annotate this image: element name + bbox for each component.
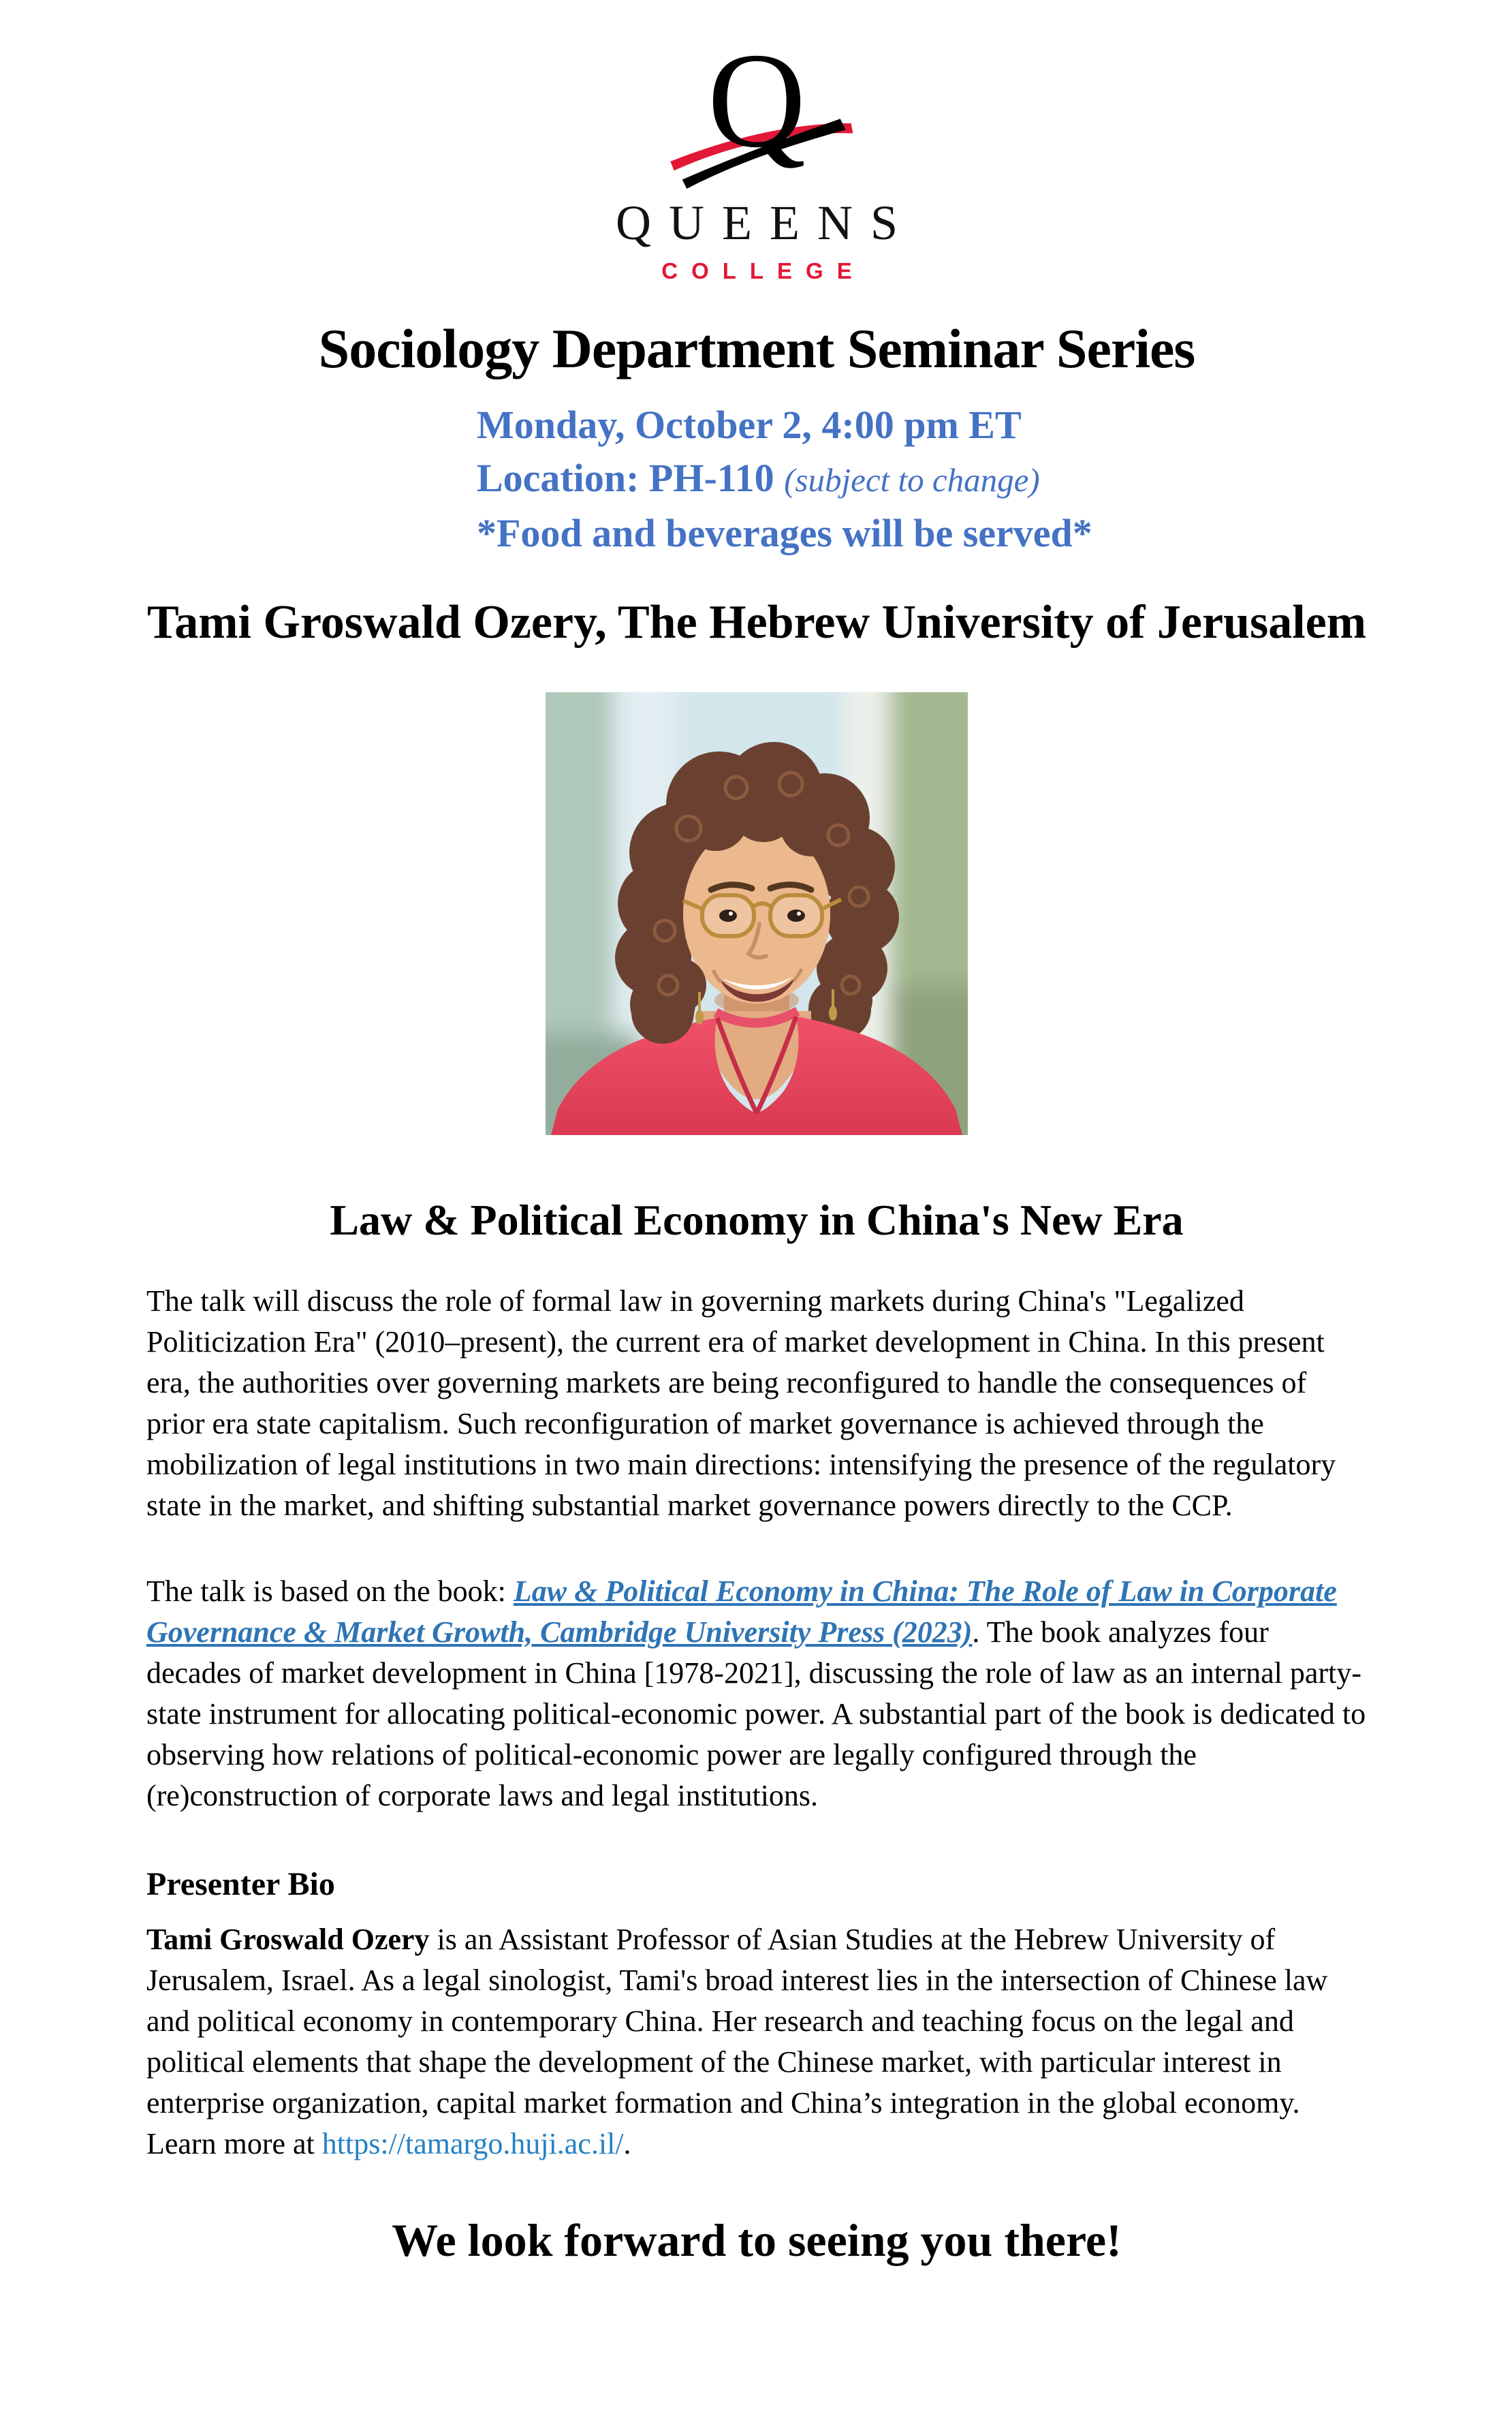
- talk-title: Law & Political Economy in China's New Era: [330, 1196, 1184, 1244]
- event-details: [477, 399, 1367, 560]
- bio-suffix-text: .: [623, 2127, 631, 2160]
- svg-text:Q: Q: [707, 25, 806, 176]
- speaker-line: Tami Groswald Ozery, The Hebrew University of Jerusalem: [146, 596, 1367, 649]
- q-swoosh-logo-icon: [648, 23, 866, 193]
- presenter-bio-heading: Presenter Bio: [146, 1866, 335, 1902]
- presenter-website-link[interactable]: https://tamargo.huji.ac.il/: [321, 2127, 624, 2160]
- page-title: Sociology Department Seminar Series: [318, 317, 1195, 379]
- speaker-photo: [546, 692, 968, 1135]
- book-prefix-text: The talk is based on the book:: [146, 1574, 514, 1608]
- logo-wordmark-college: COLLEGE: [661, 258, 866, 283]
- queens-college-logo: [146, 23, 1367, 284]
- presenter-bio-text: [146, 1919, 1369, 2165]
- presenter-name: Tami Groswald Ozery: [146, 1923, 430, 1956]
- portrait-image: [546, 692, 968, 1135]
- book-suffix-text: . The book analyzes four decades of market development in China [1978-2021], discussing the role of law as an internal party-state instrument for allocating political-economic power. A substantial part of the book is dedicated to observing how relations of political-economic power are legally configured through the (re)construction of corporate laws and legal institutions.: [146, 1615, 1366, 1812]
- talk-abstract: The talk will discuss the role of formal law in governing markets during China's "Legalized Politicization Era" (2010–present), the current era of market development in China. In this present era, the authorities over governing markets are being reconfigured to handle the consequences of prior era state capitalism. Such reconfiguration of market governance is achieved through the mobilization of legal institutions in two main directions: intensifying the presence of the regulatory state in the market, and shifting substantial market governance powers directly to the CCP.: [146, 1284, 1336, 1522]
- book-paragraph: [146, 1571, 1369, 1816]
- logo-wordmark-queens: QUEENS: [616, 196, 915, 250]
- event-location-label: Location: PH-110: [477, 456, 774, 500]
- bio-body-text: is an Assistant Professor of Asian Studies at the Hebrew University of Jerusalem, Israel. As a legal sinologist, Tami's broad interest lies in the intersection of Chinese law and political economy in contemporary China. Her research and teaching focus on the legal and political elements that shape the development of the Chinese market, with particular interest in enterprise organization, capital market formation and China’s integration in the global economy. Learn more at: [146, 1923, 1328, 2160]
- closing-line: We look forward to seeing you there!: [392, 2214, 1122, 2266]
- event-location: [477, 452, 1367, 507]
- event-food-note: *Food and beverages will be served*: [477, 511, 1092, 555]
- event-datetime: Monday, October 2, 4:00 pm ET: [477, 403, 1022, 447]
- event-location-note: (subject to change): [784, 461, 1040, 499]
- book-link[interactable]: Law & Political Economy in China: The Role of Law in Corporate Governance & Market Growth, Cambridge University Press (2023): [146, 1574, 1337, 1649]
